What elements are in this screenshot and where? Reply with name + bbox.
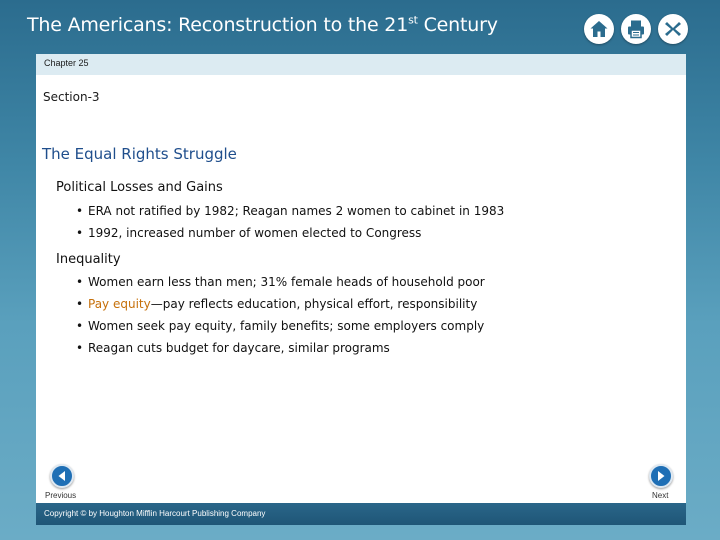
list-item: • Pay equity—pay reflects education, physical effort, responsibility <box>76 297 478 311</box>
subheading-political-losses: Political Losses and Gains <box>56 180 223 195</box>
previous-label[interactable]: Previous <box>45 491 77 500</box>
bullet-icon: • <box>76 275 84 289</box>
toolbar-icons <box>584 14 688 44</box>
chapter-bar <box>36 54 686 75</box>
list-item: • ERA not ratified by 1982; Reagan names 2 women to cabinet in 1983 <box>76 204 505 218</box>
next-button[interactable] <box>649 464 673 488</box>
key-term: Pay equity <box>88 297 151 311</box>
bullet-icon: • <box>76 204 84 218</box>
print-icon <box>626 19 646 39</box>
next-label[interactable]: Next <box>652 491 669 500</box>
slide-content <box>36 54 686 503</box>
section-label: Section-3 <box>43 90 100 104</box>
subheading-inequality: Inequality <box>56 252 121 267</box>
chapter-label: Chapter 25 <box>44 58 89 68</box>
close-button[interactable] <box>658 14 688 44</box>
page-title: The Americans: Reconstruction to the 21st Century <box>27 13 498 36</box>
footer-bar <box>36 503 686 525</box>
copyright-text: Copyright © by Houghton Mifflin Harcourt Publishing Company <box>44 509 266 518</box>
list-item: • Reagan cuts budget for daycare, similar programs <box>76 341 390 355</box>
slide-heading: The Equal Rights Struggle <box>42 145 237 163</box>
list-item: • Women earn less than men; 31% female heads of household poor <box>76 275 485 289</box>
previous-button[interactable] <box>50 464 74 488</box>
bullet-icon: • <box>76 319 84 333</box>
home-icon <box>589 19 609 39</box>
bullet-icon: • <box>76 226 84 240</box>
bullet-icon: • <box>76 341 84 355</box>
close-icon <box>663 19 683 39</box>
arrow-left-icon <box>56 470 68 482</box>
list-item: • Women seek pay equity, family benefits; some employers comply <box>76 319 485 333</box>
title-superscript: st <box>408 13 418 27</box>
title-bar <box>0 0 720 54</box>
bullet-icon: • <box>76 297 84 311</box>
list-item: • 1992, increased number of women elected to Congress <box>76 226 422 240</box>
print-button[interactable] <box>621 14 651 44</box>
home-button[interactable] <box>584 14 614 44</box>
arrow-right-icon <box>655 470 667 482</box>
